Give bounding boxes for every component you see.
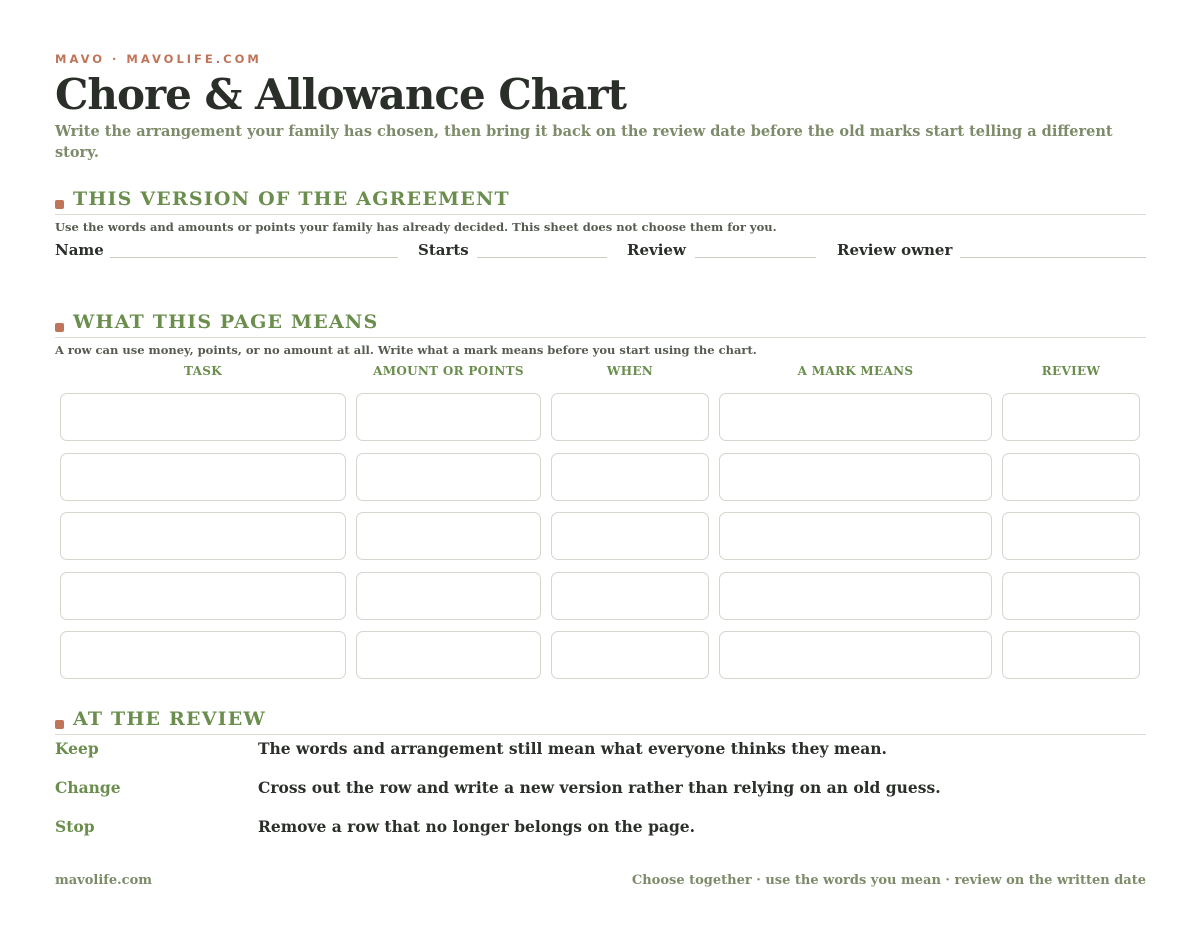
grid-cell-task[interactable] bbox=[60, 393, 346, 441]
column-header-when: WHEN bbox=[606, 364, 654, 378]
meaning-note: A row can use money, points, or no amount at all. Write what a mark means before you start using the chart. bbox=[55, 343, 757, 357]
grid-cell-mark-means[interactable] bbox=[719, 572, 992, 620]
column-header-review: REVIEW bbox=[1041, 364, 1101, 378]
column-header-amount: AMOUNT OR POINTS bbox=[373, 364, 524, 378]
grid-cell-review[interactable] bbox=[1002, 572, 1140, 620]
grid-cell-mark-means[interactable] bbox=[719, 453, 992, 501]
grid-cell-mark-means[interactable] bbox=[719, 393, 992, 441]
grid-cell-when[interactable] bbox=[551, 572, 709, 620]
section-agreement-title: THIS VERSION OF THE AGREEMENT bbox=[73, 188, 510, 210]
grid-cell-task[interactable] bbox=[60, 572, 346, 620]
section-meaning-header bbox=[55, 313, 1146, 338]
grid-cell-amount[interactable] bbox=[356, 453, 541, 501]
grid-cell-mark-means[interactable] bbox=[719, 512, 992, 560]
section-review-header bbox=[55, 710, 1146, 735]
grid-cell-review[interactable] bbox=[1002, 631, 1140, 679]
grid-cell-mark-means[interactable] bbox=[719, 631, 992, 679]
grid-cell-review[interactable] bbox=[1002, 512, 1140, 560]
grid-cell-when[interactable] bbox=[551, 512, 709, 560]
section-bullet-icon bbox=[55, 323, 64, 332]
grid-cell-review[interactable] bbox=[1002, 453, 1140, 501]
grid-cell-review[interactable] bbox=[1002, 393, 1140, 441]
review-change-label: Change bbox=[55, 778, 121, 797]
grid-cell-task[interactable] bbox=[60, 453, 346, 501]
review-owner-field[interactable] bbox=[960, 257, 1146, 258]
name-field[interactable] bbox=[110, 257, 398, 258]
grid-cell-when[interactable] bbox=[551, 631, 709, 679]
grid-cell-task[interactable] bbox=[60, 512, 346, 560]
footer-site: mavolife.com bbox=[55, 873, 153, 888]
review-date-field[interactable] bbox=[695, 257, 816, 258]
review-stop-label: Stop bbox=[55, 817, 95, 836]
worksheet-page bbox=[55, 0, 1146, 927]
footer-tagline: Choose together · use the words you mean · review on the written date bbox=[631, 873, 1146, 888]
grid-cell-amount[interactable] bbox=[356, 631, 541, 679]
review-change-text: Cross out the row and write a new version rather than relying on an old guess. bbox=[258, 778, 941, 797]
page-subtitle: Write the arrangement your family has chosen, then bring it back on the review date before the old marks start telling a different story. bbox=[55, 123, 1113, 161]
grid-cell-amount[interactable] bbox=[356, 512, 541, 560]
brand-line: MAVO · MAVOLIFE.COM bbox=[55, 52, 262, 66]
section-bullet-icon bbox=[55, 200, 64, 209]
section-meaning-title: WHAT THIS PAGE MEANS bbox=[73, 311, 379, 333]
column-header-mark-means: A MARK MEANS bbox=[797, 364, 914, 378]
column-header-task: TASK bbox=[184, 364, 222, 378]
grid-cell-when[interactable] bbox=[551, 453, 709, 501]
grid-cell-amount[interactable] bbox=[356, 393, 541, 441]
agreement-note: Use the words and amounts or points your family has already decided. This sheet does not choose them for you. bbox=[55, 220, 777, 234]
starts-label: Starts bbox=[418, 241, 469, 259]
grid-cell-amount[interactable] bbox=[356, 572, 541, 620]
starts-field[interactable] bbox=[477, 257, 607, 258]
grid-cell-when[interactable] bbox=[551, 393, 709, 441]
section-agreement-header bbox=[55, 190, 1146, 215]
review-keep-text: The words and arrangement still mean what everyone thinks they mean. bbox=[258, 739, 887, 758]
section-bullet-icon bbox=[55, 720, 64, 729]
name-label: Name bbox=[55, 241, 104, 259]
review-label: Review bbox=[627, 241, 686, 259]
page-title: Chore & Allowance Chart bbox=[55, 70, 627, 119]
review-owner-label: Review owner bbox=[837, 241, 953, 259]
grid-cell-task[interactable] bbox=[60, 631, 346, 679]
review-keep-label: Keep bbox=[55, 739, 99, 758]
review-stop-text: Remove a row that no longer belongs on the page. bbox=[258, 817, 696, 836]
section-review-title: AT THE REVIEW bbox=[73, 708, 266, 730]
